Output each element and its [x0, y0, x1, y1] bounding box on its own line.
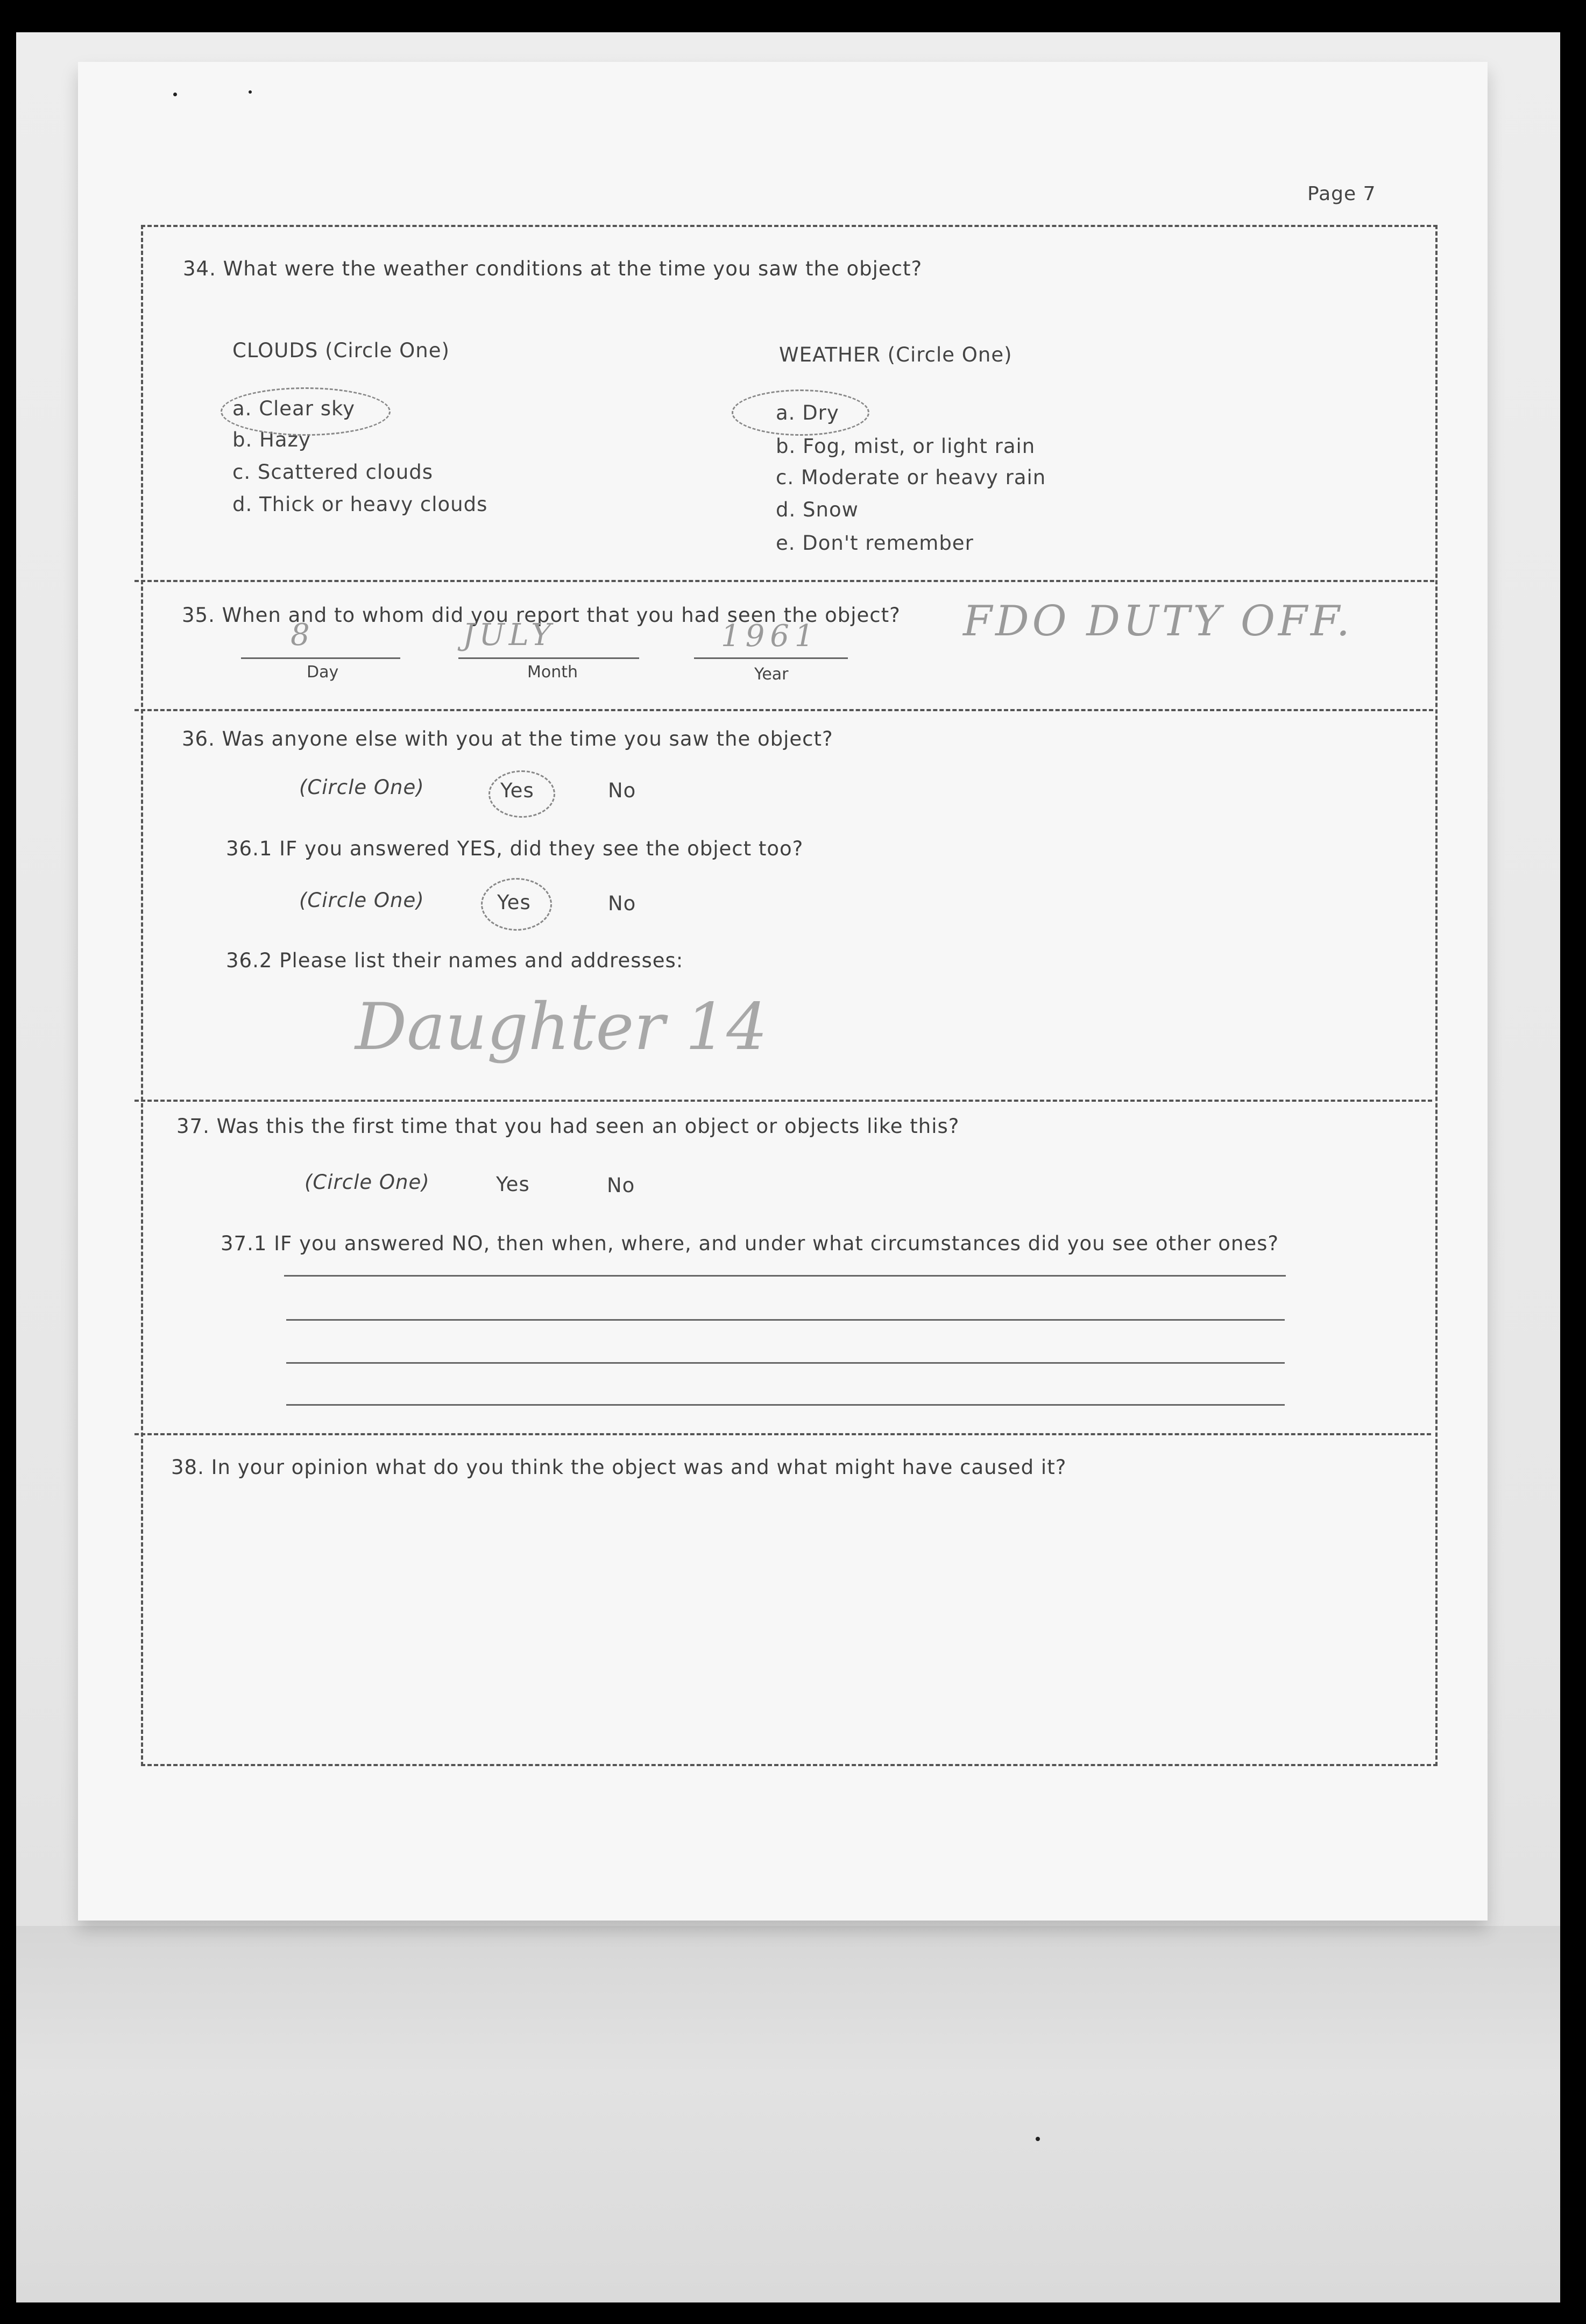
- page-number: Page 7: [1307, 183, 1376, 205]
- q36-1-no[interactable]: No: [608, 892, 636, 915]
- day-line[interactable]: [241, 657, 400, 659]
- section-divider: [134, 1100, 1432, 1102]
- speck: [173, 93, 177, 96]
- question-36: 36. Was anyone else with you at the time you saw the object?: [182, 727, 833, 750]
- weather-option-e[interactable]: e. Don't remember: [776, 532, 974, 555]
- q36-1-circle-one: (Circle One): [299, 889, 424, 912]
- question-36-2: 36.2 Please list their names and addresses:: [226, 949, 684, 972]
- clouds-option-a[interactable]: a. Clear sky: [232, 397, 356, 420]
- clouds-header: CLOUDS (Circle One): [232, 339, 450, 362]
- year-label: Year: [754, 665, 789, 684]
- speck: [1036, 2137, 1040, 2141]
- year-line[interactable]: [694, 657, 848, 659]
- q37-yes[interactable]: Yes: [496, 1173, 530, 1196]
- q36-1-yes[interactable]: Yes: [497, 891, 531, 914]
- q36-circle-one: (Circle One): [299, 776, 424, 799]
- q37-circle-one: (Circle One): [305, 1171, 430, 1194]
- q37-1-answer-line-2[interactable]: [286, 1319, 1285, 1321]
- speck: [249, 90, 252, 94]
- month-label: Month: [527, 663, 578, 682]
- question-34: 34. What were the weather conditions at the time you saw the object?: [183, 257, 923, 280]
- report-year-value: 1961: [721, 619, 819, 654]
- q37-1-answer-line-1[interactable]: [284, 1275, 1286, 1277]
- q36-selected-circle: [488, 770, 555, 818]
- clouds-selected-circle: [221, 387, 391, 436]
- question-38: 38. In your opinion what do you think the object was and what might have caused it?: [171, 1456, 1067, 1479]
- question-37-1: 37.1 IF you answered NO, then when, where, and under what circumstances did you see other ones?: [221, 1232, 1279, 1255]
- q37-1-answer-line-3[interactable]: [286, 1362, 1285, 1364]
- q37-1-answer-line-4[interactable]: [286, 1404, 1285, 1406]
- q36-yes[interactable]: Yes: [500, 779, 534, 802]
- section-divider: [134, 580, 1434, 582]
- question-36-1: 36.1 IF you answered YES, did they see the object too?: [226, 837, 804, 860]
- question-35: 35. When and to whom did you report that you had seen the object?: [182, 604, 901, 627]
- section-divider: [134, 1433, 1431, 1435]
- report-to-whom-value: FDO DUTY OFF.: [963, 597, 1353, 646]
- weather-option-d[interactable]: d. Snow: [776, 498, 859, 521]
- weather-option-c[interactable]: c. Moderate or heavy rain: [776, 466, 1046, 489]
- weather-option-a[interactable]: a. Dry: [776, 401, 839, 424]
- weather-selected-circle: [732, 389, 869, 436]
- q37-no[interactable]: No: [607, 1174, 635, 1197]
- q36-2-answer: Daughter 14: [355, 990, 768, 1065]
- weather-option-b[interactable]: b. Fog, mist, or light rain: [776, 435, 1036, 458]
- day-label: Day: [307, 663, 339, 682]
- scan-lower-band: [16, 1926, 1560, 2302]
- q38-answer-area[interactable]: [161, 1496, 1415, 1754]
- month-line[interactable]: [458, 657, 639, 659]
- weather-header: WEATHER (Circle One): [779, 343, 1013, 366]
- report-month-value: JULY: [463, 618, 556, 653]
- clouds-option-b[interactable]: b. Hazy: [232, 428, 311, 451]
- q36-1-selected-circle: [481, 878, 552, 931]
- q36-no[interactable]: No: [608, 779, 636, 802]
- section-divider: [134, 709, 1433, 711]
- question-37: 37. Was this the first time that you had seen an object or objects like this?: [176, 1115, 960, 1138]
- clouds-option-d[interactable]: d. Thick or heavy clouds: [232, 493, 488, 516]
- clouds-option-c[interactable]: c. Scattered clouds: [232, 460, 434, 484]
- report-day-value: 8: [291, 618, 310, 653]
